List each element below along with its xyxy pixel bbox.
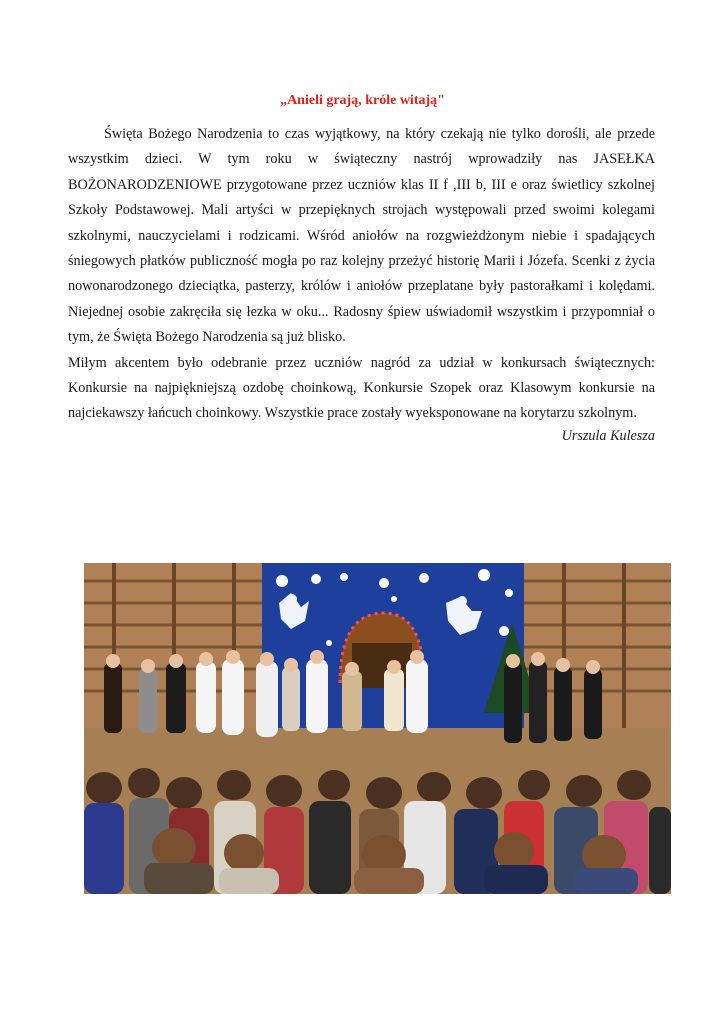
paragraph-2: Miłym akcentem było odebranie przez uczniów nagród za udział w konkursach świątecznych: Konkursie na najpiękniejszą ozdobę choinkową, Konkursie Szopek oraz Klasowym konkursie na najciekawszy łańcuch choinkowy. Wszystkie prace zostały wyeksponowane na korytarzu szkolnym. (68, 354, 655, 422)
article-title: „Anieli grają, króle witają" (280, 93, 445, 108)
photo-illustration (84, 563, 671, 894)
paragraph-1: Święta Bożego Narodzenia to czas wyjątkowy, na który czekają nie tylko dorośli, ale przede wszystkim dzieci. W tym roku w świąteczny nastrój wprowadziły nas JASEŁKA BOŻONARODZENIOWE przygotowane przez uczniów klas II f ,III b, III e oraz świetlicy szkolnej Szkoły Podstawowej. Mali artyści w przepięknych strojach występowali przed swoimi kolegami szkolnymi, nauczycielami i rodzicami. Wśród aniołów na rozgwieżdżonym niebie i spadających śniegowych płatków publiczność mogła po raz kolejny przeżyć historię Marii i Józefa. Scenki z życia nowonarodzonego dzieciątka, pasterzy, królów i aniołów przeplatane były pastorałkami i kolędami. Niejednej osobie zakręciła się łezka w oku... Radosny śpiew uświadomił wszystkim i przypomniał o tym, że Święta Bożego Narodzenia są już blisko. (68, 126, 655, 346)
article-body (68, 122, 655, 427)
author-signature: Urszula Kulesza (561, 428, 655, 444)
nativity-play-photo (84, 563, 671, 894)
